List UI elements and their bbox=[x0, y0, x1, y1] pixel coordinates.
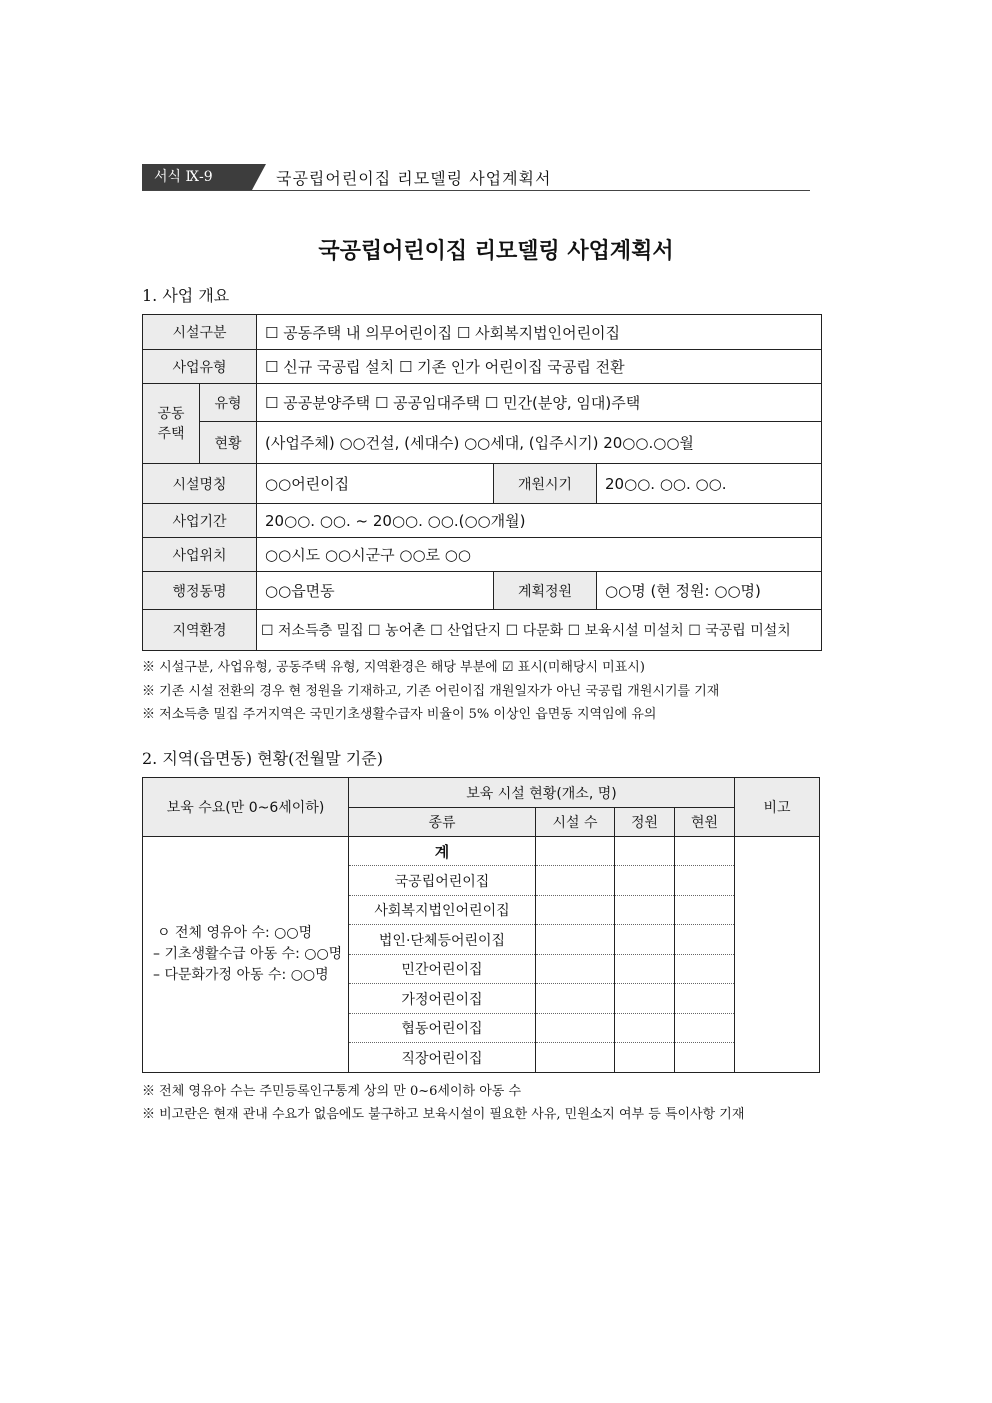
demand-multicultural: – 다문화가정 아동 수: ○○명 bbox=[153, 967, 329, 983]
header-demand: 보육 수요(만 0~6세이하) bbox=[143, 778, 349, 837]
current-cell[interactable] bbox=[675, 955, 735, 984]
capacity-cell[interactable] bbox=[615, 1043, 675, 1073]
label-planned-capacity: 계획정원 bbox=[494, 572, 597, 610]
row-project-type bbox=[143, 350, 822, 384]
environment-checkboxes[interactable]: ☐ 저소득층 밀집 ☐ 농어촌 ☐ 산업단지 ☐ 다문화 ☐ 보육시설 미설치 ☐ 국공립 미설치 bbox=[257, 610, 822, 651]
open-date-field[interactable]: 20○○. ○○. ○○. bbox=[597, 464, 822, 504]
current-cell[interactable] bbox=[675, 1043, 735, 1073]
row-facility-type bbox=[143, 315, 822, 350]
label-project-type: 사업유형 bbox=[143, 350, 257, 384]
header-remarks: 비고 bbox=[735, 778, 820, 837]
demand-cell[interactable] bbox=[143, 837, 349, 1073]
housing-type-checkboxes[interactable]: ☐ 공공분양주택 ☐ 공공임대주택 ☐ 민간(분양, 임대)주택 bbox=[257, 384, 822, 422]
current-cell[interactable] bbox=[675, 837, 735, 866]
count-cell[interactable] bbox=[536, 1043, 615, 1073]
current-cell[interactable] bbox=[675, 896, 735, 925]
label-facility-name: 시설명칭 bbox=[143, 464, 257, 504]
count-cell[interactable] bbox=[536, 984, 615, 1014]
remarks-cell[interactable] bbox=[735, 837, 820, 1073]
header-kind: 종류 bbox=[349, 808, 536, 837]
row-housing-type bbox=[143, 384, 822, 422]
section1-note: ※ 시설구분, 사업유형, 공동주택 유형, 지역환경은 해당 부분에 ☑ 표시(미해당시 미표시) bbox=[142, 660, 645, 675]
category-label: 직장어린이집 bbox=[349, 1043, 536, 1073]
current-cell[interactable] bbox=[675, 925, 735, 955]
label-admin-district: 행정동명 bbox=[143, 572, 257, 610]
facility-name-field[interactable]: ○○어린이집 bbox=[257, 464, 494, 504]
header-facility-status: 보육 시설 현황(개소, 명) bbox=[349, 778, 735, 808]
count-cell[interactable] bbox=[536, 955, 615, 984]
row-period bbox=[143, 504, 822, 538]
category-label: 사회복지법인어린이집 bbox=[349, 896, 536, 925]
project-overview-table bbox=[142, 314, 822, 651]
current-cell[interactable] bbox=[675, 984, 735, 1014]
form-number-tag: 서식 Ⅸ-9 bbox=[142, 164, 252, 190]
label-environment: 지역환경 bbox=[143, 610, 257, 651]
demand-basic-livelihood: – 기초생활수급 아동 수: ○○명 bbox=[153, 946, 343, 962]
period-field[interactable]: 20○○. ○○. ~ 20○○. ○○.(○○개월) bbox=[257, 504, 822, 538]
category-label: 법인·단체등어린이집 bbox=[349, 925, 536, 955]
form-header bbox=[142, 164, 810, 192]
current-cell[interactable] bbox=[675, 866, 735, 896]
count-cell[interactable] bbox=[536, 837, 615, 866]
facility-type-checkboxes[interactable]: ☐ 공동주택 내 의무어린이집 ☐ 사회복지법인어린이집 bbox=[257, 315, 822, 350]
section1-title: 1. 사업 개요 bbox=[142, 286, 230, 305]
row-location bbox=[143, 538, 822, 572]
row-facility-name bbox=[143, 464, 822, 504]
capacity-cell[interactable] bbox=[615, 984, 675, 1014]
header-rule bbox=[142, 190, 810, 191]
capacity-cell[interactable] bbox=[615, 837, 675, 866]
label-location: 사업위치 bbox=[143, 538, 257, 572]
label-housing-status: 현황 bbox=[200, 422, 257, 464]
capacity-cell[interactable] bbox=[615, 896, 675, 925]
admin-district-field[interactable]: ○○읍면동 bbox=[257, 572, 494, 610]
label-housing bbox=[143, 384, 200, 464]
label-open-date: 개원시기 bbox=[494, 464, 597, 504]
label-housing-type: 유형 bbox=[200, 384, 257, 422]
table-row bbox=[143, 837, 820, 866]
section2-note: ※ 비고란은 현재 관내 수요가 없음에도 불구하고 보육시설이 필요한 사유, 민원소지 여부 등 특이사항 기재 bbox=[142, 1107, 745, 1122]
label-housing-text: 공동주택 bbox=[157, 405, 185, 442]
category-total: 계 bbox=[349, 837, 536, 866]
current-cell[interactable] bbox=[675, 1014, 735, 1043]
regional-status-table bbox=[142, 777, 820, 1073]
category-label: 협동어린이집 bbox=[349, 1014, 536, 1043]
housing-status-field[interactable]: (사업주체) ○○건설, (세대수) ○○세대, (입주시기) 20○○.○○월 bbox=[257, 422, 822, 464]
count-cell[interactable] bbox=[536, 866, 615, 896]
count-cell[interactable] bbox=[536, 896, 615, 925]
section2-note: ※ 전체 영유아 수는 주민등록인구통계 상의 만 0~6세이하 아동 수 bbox=[142, 1084, 522, 1099]
category-label: 민간어린이집 bbox=[349, 955, 536, 984]
demand-total: ㅇ 전체 영유아 수: ○○명 bbox=[157, 925, 313, 941]
row-housing-status bbox=[143, 422, 822, 464]
row-environment bbox=[143, 610, 822, 651]
label-facility-type: 시설구분 bbox=[143, 315, 257, 350]
header-row-1 bbox=[143, 778, 820, 808]
capacity-cell[interactable] bbox=[615, 1014, 675, 1043]
label-period: 사업기간 bbox=[143, 504, 257, 538]
header-capacity: 정원 bbox=[615, 808, 675, 837]
document-title: 국공립어린이집 리모델링 사업계획서 bbox=[318, 239, 674, 264]
category-label: 국공립어린이집 bbox=[349, 866, 536, 896]
count-cell[interactable] bbox=[536, 925, 615, 955]
section1-note: ※ 기존 시설 전환의 경우 현 정원을 기재하고, 기존 어린이집 개원일자가 아닌 국공립 개원시기를 기재 bbox=[142, 684, 720, 699]
count-cell[interactable] bbox=[536, 1014, 615, 1043]
section2-title: 2. 지역(읍면동) 현황(전월말 기준) bbox=[142, 749, 383, 768]
form-tag-wedge bbox=[252, 164, 266, 190]
header-count: 시설 수 bbox=[536, 808, 615, 837]
planned-capacity-field[interactable]: ○○명 (현 정원: ○○명) bbox=[597, 572, 822, 610]
location-field[interactable]: ○○시도 ○○시군구 ○○로 ○○ bbox=[257, 538, 822, 572]
form-header-title: 국공립어린이집 리모델링 사업계획서 bbox=[276, 169, 552, 188]
header-current: 현원 bbox=[675, 808, 735, 837]
category-label: 가정어린이집 bbox=[349, 984, 536, 1014]
row-admin-district bbox=[143, 572, 822, 610]
project-type-checkboxes[interactable]: ☐ 신규 국공립 설치 ☐ 기존 인가 어린이집 국공립 전환 bbox=[257, 350, 822, 384]
capacity-cell[interactable] bbox=[615, 955, 675, 984]
capacity-cell[interactable] bbox=[615, 925, 675, 955]
capacity-cell[interactable] bbox=[615, 866, 675, 896]
section1-note: ※ 저소득층 밀집 주거지역은 국민기초생활수급자 비율이 5% 이상인 읍면동 지역임에 유의 bbox=[142, 707, 657, 722]
